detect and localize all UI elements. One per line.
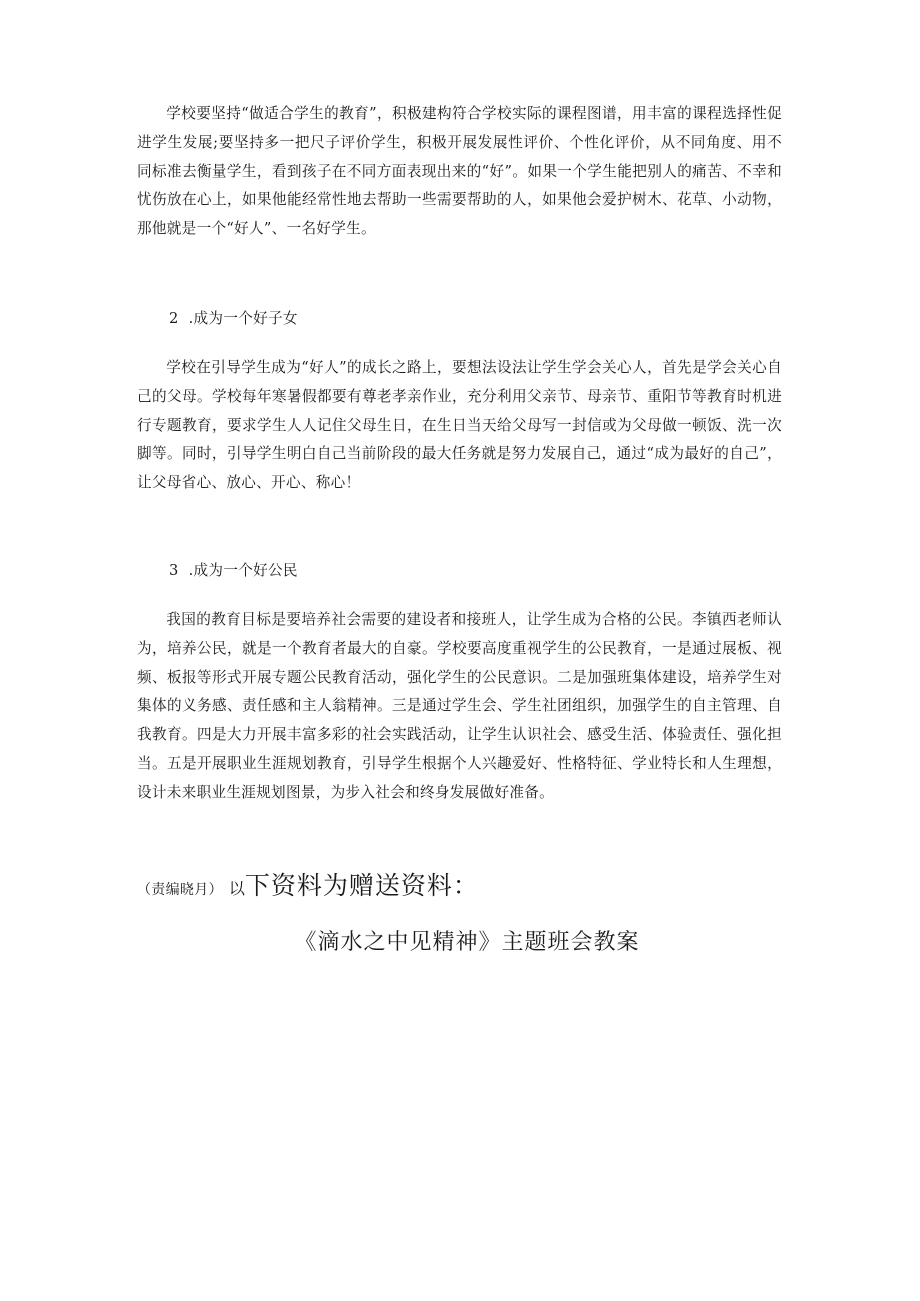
editor-credit-line bbox=[137, 866, 479, 902]
section-title: .成为一个好公民 bbox=[188, 562, 298, 579]
editor-credit: （责编晓月） bbox=[137, 882, 223, 898]
bonus-notice: 下资料为赠送资料： bbox=[244, 871, 479, 900]
section-heading-good-citizen bbox=[169, 561, 298, 581]
section-number: 2 bbox=[169, 310, 179, 327]
section-number: 3 bbox=[169, 562, 179, 579]
paragraph-good-child: 学校在引导学生成为“好人”的成长之路上，要想法设法让学生学会关心人，首先是学会关心自己的父母。学校每年寒暑假都要有尊老孝亲作业，充分利用父亲节、母亲节、重阳节等教育时机进行专题教育，要求学生人人记住父母生日，在生日当天给父母写一封信或为父母做一顿饭、洗一次脚等。同时，引导学生明白自己当前阶段的最大任务就是努力发展自己，通过“成为最好的自己”，让父母省心、放心、开心、称心！ bbox=[137, 359, 782, 492]
bonus-notice-prefix: 以 bbox=[228, 879, 245, 898]
section-title: .成为一个好子女 bbox=[188, 310, 298, 327]
paragraph-evaluation: 学校要坚持“做适合学生的教育”，积极建构符合学校实际的课程图谱，用丰富的课程选择性促进学生发展;要坚持多一把尺子评价学生，积极开展发展性评价、个性化评价，从不同角度、用不同标准去衡量学生，看到孩子在不同方面表现出来的“好”。如果一个学生能把别人的痛苦、不幸和忧伤放在心上，如果他能经常性地去帮助一些需要帮助的人，如果他会爱护树木、花草、小动物，那他就是一个“好人”、一名好学生。 bbox=[137, 105, 782, 238]
lesson-plan-title: 《滴水之中见精神》主题班会教案 bbox=[294, 930, 640, 955]
section-heading-good-child bbox=[169, 309, 298, 329]
paragraph-good-citizen: 我国的教育目标是要培养社会需要的建设者和接班人，让学生成为合格的公民。李镇西老师认为，培养公民，就是一个教育者最大的自豪。学校要高度重视学生的公民教育，一是通过展板、视频、板报等形式开展专题公民教育活动，强化学生的公民意识。二是加强班集体建设，培养学生对集体的义务感、责任感和主人翁精神。三是通过学生会、学生社团组织，加强学生的自主管理、自我教育。四是大力开展丰富多彩的社会实践活动，让学生认识社会、感受生活、体验责任、强化担当。五是开展职业生涯规划教育，引导学生根据个人兴趣爱好、性格特征、学业特长和人生理想，设计未来职业生涯规划图景，为步入社会和终身发展做好准备。 bbox=[137, 611, 782, 801]
